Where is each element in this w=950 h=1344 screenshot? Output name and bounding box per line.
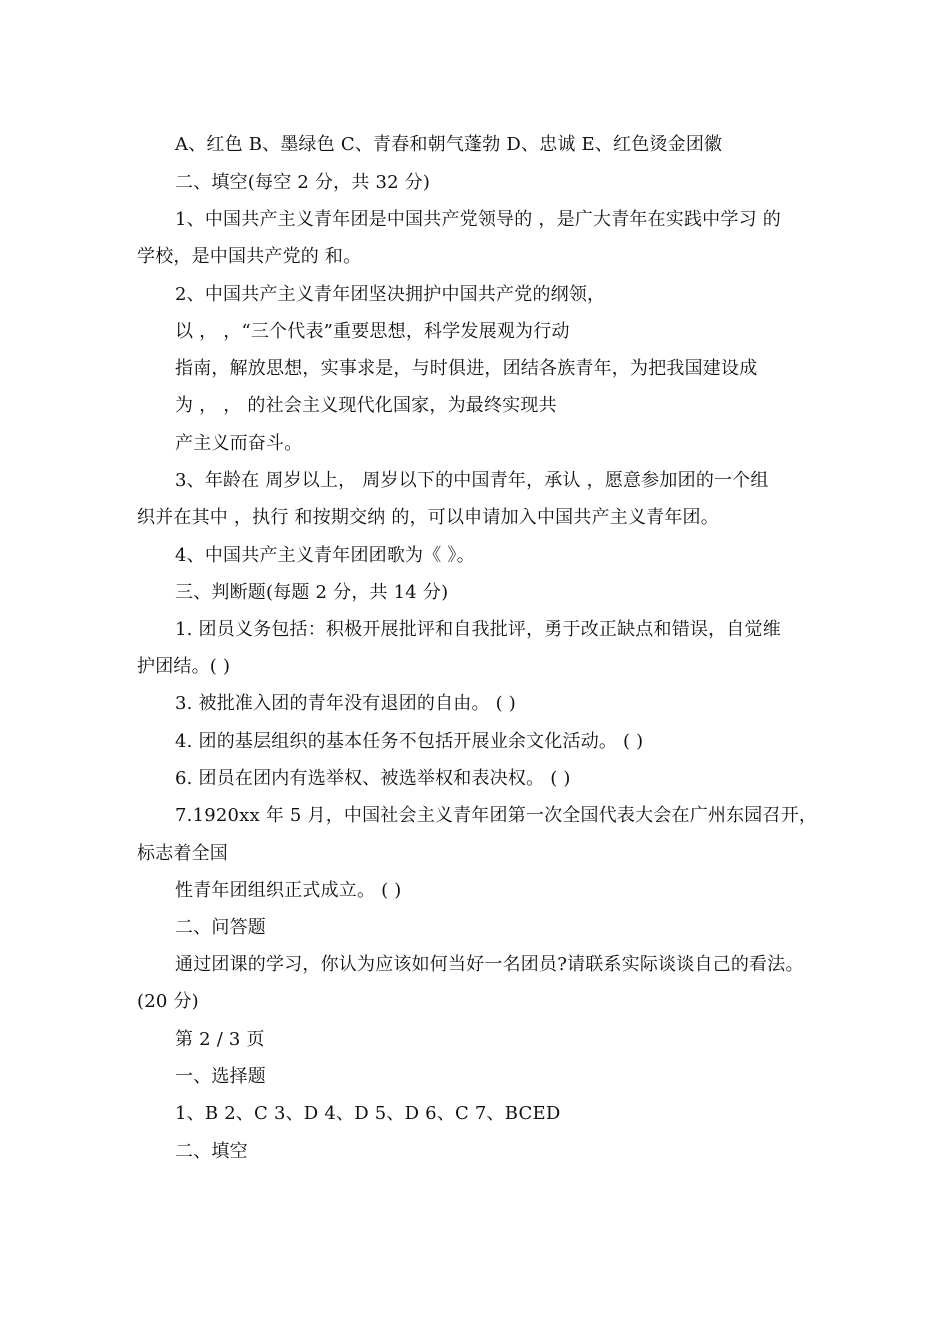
fill-q3-line1: 3、年龄在 周岁以上， 周岁以下的中国青年，承认 ，愿意参加团的一个组 [175,470,769,491]
fill-q2-line1: 2、中国共产主义青年团坚决拥护中国共产党的纲领， [175,284,606,305]
fill-q2-line2: 以 ， ，“三个代表”重要思想，科学发展观为行动 [175,321,570,342]
page-number: 第 2 / 3 页 [175,1029,265,1050]
section-qa-heading: 二、问答题 [175,917,266,938]
tf-q7-line1: 7.1920xx 年 5 月，中国社会主义青年团第一次全国代表大会在广州东园召开， [175,805,818,826]
fill-q2-line4: 为 ， ， 的社会主义现代化国家，为最终实现共 [175,395,557,416]
answers-fill-heading: 二、填空 [175,1141,248,1162]
qa-question-line1: 通过团课的学习，你认为应该如何当好一名团员?请联系实际谈谈自己的看法。 [175,954,804,975]
fill-q3-line2: 织并在其中 ，执行 和按期交纳 的，可以申请加入中国共产主义青年团。 [137,507,719,528]
fill-q2-line3: 指南，解放思想，实事求是，与时俱进，团结各族青年，为把我国建设成 [175,358,758,379]
fill-q4-line: 4、中国共产主义青年团团歌为《 》。 [175,545,475,566]
tf-q1-line1: 1. 团员义务包括：积极开展批评和自我批评，勇于改正缺点和错误，自觉维 [175,619,781,640]
q1-options-line: A、红色 B、墨绿色 C、青春和朝气蓬勃 D、忠诚 E、红色烫金团徽 [175,134,723,155]
tf-q3-line: 3. 被批准入团的青年没有退团的自由。 ( ) [175,693,516,714]
tf-q7-line3: 性青年团组织正式成立。 ( ) [175,880,402,901]
section-fill-blank-heading: 二、填空(每空 2 分，共 32 分) [175,172,431,193]
tf-q1-line2: 护团结。( ) [137,656,231,677]
fill-q2-line5: 产主义而奋斗。 [175,433,303,454]
answers-choice-heading: 一、选择题 [175,1066,266,1087]
section-true-false-heading: 三、判断题(每题 2 分，共 14 分) [175,582,449,603]
tf-q7-line2: 标志着全国 [137,843,228,864]
tf-q6-line: 6. 团员在团内有选举权、被选举权和表决权。 ( ) [175,768,571,789]
fill-q1-line1: 1、中国共产主义青年团是中国共产党领导的 ，是广大青年在实践中学习 的 [175,209,781,230]
fill-q1-line2: 学校，是中国共产党的 和。 [137,246,362,267]
tf-q4-line: 4. 团的基层组织的基本任务不包括开展业余文化活动。 ( ) [175,731,644,752]
qa-question-line2: (20 分) [137,991,199,1012]
answers-choice-line: 1、B 2、C 3、D 4、D 5、D 6、C 7、BCED [175,1103,561,1124]
